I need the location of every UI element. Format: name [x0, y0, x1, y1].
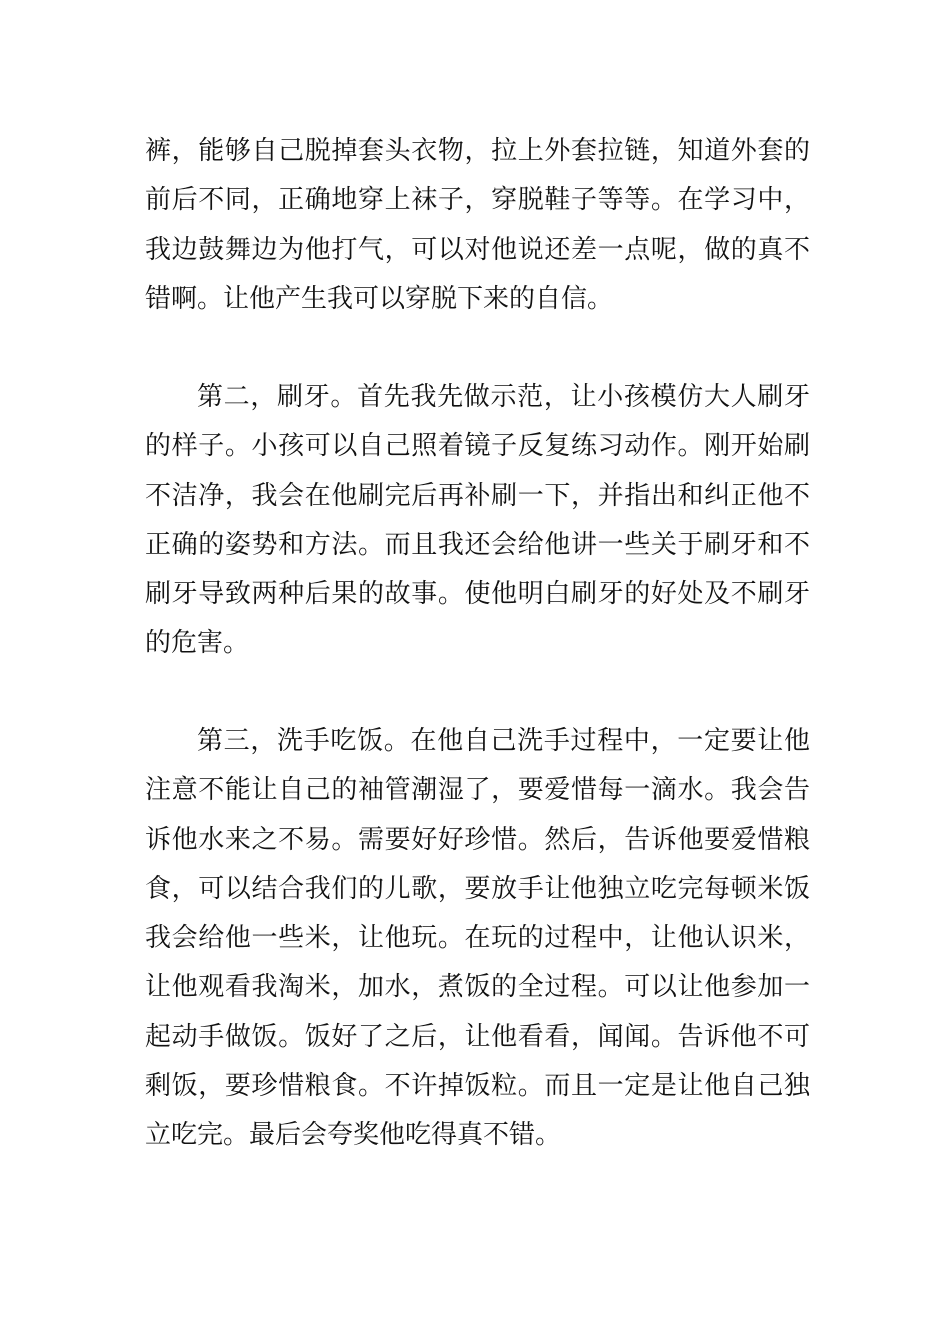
- paragraph-washing-eating: 第三，洗手吃饭。在他自己洗手过程中，一定要让他注意不能让自己的袖管潮湿了，要爱惜每一滴水。我会告诉他水来之不易。需要好好珍惜。然后，告诉他要爱惜粮食，可以结合我们的儿歌，要放手让他独立吃完每顿米饭我会给他一些米，让他玩。在玩的过程中，让他认识米，让他观看我淘米，加水，煮饭的全过程。可以让他参加一起动手做饭。饭好了之后，让他看看，闻闻。告诉他不可剩饭，要珍惜粮食。不许掉饭粒。而且一定是让他自己独立吃完。最后会夸奖他吃得真不错。: [145, 726, 810, 1151]
- paragraph-brushing-teeth: 第二，刷牙。首先我先做示范，让小孩模仿大人刷牙的样子。小孩可以自己照着镜子反复练习动作。刚开始刷不洁净，我会在他刷完后再补刷一下，并指出和纠正他不正确的姿势和方法。而且我还会给他讲一些关于刷牙和不刷牙导致两种后果的故事。使他明白刷牙的好处及不刷牙的危害。: [145, 382, 810, 659]
- paragraph-dressing-continued: 裤，能够自己脱掉套头衣物，拉上外套拉链，知道外套的前后不同，正确地穿上袜子，穿脱鞋子等等。在学习中，我边鼓舞边为他打气，可以对他说还差一点呢，做的真不错啊。让他产生我可以穿脱下来的自信。: [145, 136, 810, 314]
